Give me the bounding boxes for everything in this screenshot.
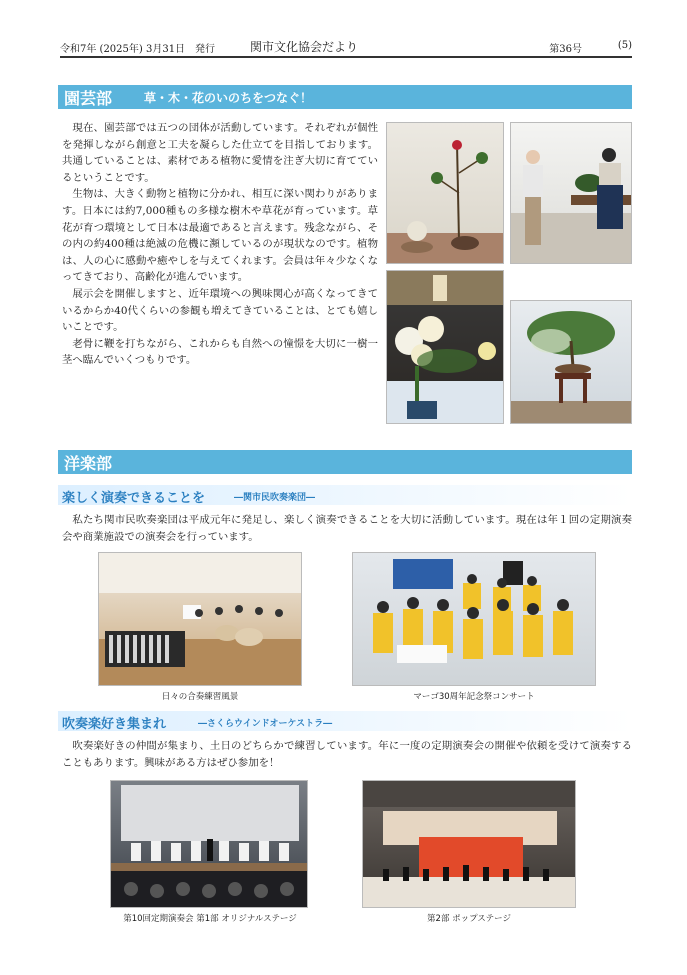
bonsai-tree-icon [511, 301, 632, 424]
yellow-band-icon [353, 553, 596, 686]
page-number: (5) [617, 40, 632, 51]
group2-body [62, 738, 632, 771]
pop-stage-photo [362, 780, 576, 908]
group1-heading: 楽しく演奏できることを [62, 491, 206, 506]
potted-plant-icon [387, 123, 504, 264]
engei-paragraph: 展示会を開催しますと、近年環境への興味関心が高くなってきているからか40代くらいの参観も増えてきていることは、とても嬉しいことです。 [62, 287, 378, 334]
page-header [60, 38, 632, 58]
engei-paragraph: 老骨に鞭を打ちながら、これからも自然への憧憬を大切に一樹一茎へ臨んでいくつもりです。 [62, 337, 378, 367]
yogaku-section-bar [58, 450, 632, 474]
caption-pop-stage: 第2部 ポップステージ [427, 914, 511, 924]
band-rehearsal-icon [99, 553, 302, 686]
group1-text: 私たち関市民吹奏楽団は平成元年に発足し、楽しく演奏できることを大切に活動しています。現在は年１回の定期演奏会や商業施設での演奏会を行っています。 [62, 514, 632, 543]
group1-name: ―関市民吹奏楽団― [234, 493, 316, 503]
original-stage-photo [110, 780, 308, 908]
group1-heading-bar [58, 485, 632, 505]
engei-paragraph: 現在、園芸部では五つの団体が活動しています。それぞれが個性を発揮しながら創意と工夫を凝らした仕立てを目指しております。共通していることは、素材である植物に愛情を注ぎ大切に育てているということです。 [62, 122, 378, 184]
caption-concert: マーゴ30周年記念祭コンサート [413, 692, 535, 702]
group2-text: 吹奏楽好きの仲間が集まり、土日のどちらかで練習しています。年に一度の定期演奏会の開催や依頼を受けて演奏することもあります。興味がある方はぜひ参加を！ [62, 740, 632, 769]
group1-body [62, 512, 632, 545]
caption-rehearsal: 日々の合奏練習風景 [161, 692, 239, 702]
bonsai-display-photo [386, 122, 504, 264]
publication-title: 関市文化協会だより [250, 40, 359, 54]
issue-date: 令和7年 (2025年) 3月31日 発行 [60, 44, 216, 55]
people-icon [511, 123, 632, 264]
group2-heading-bar [58, 711, 632, 731]
rehearsal-photo [98, 552, 302, 686]
caption-original-stage: 第10回定期演奏会 第1部 オリジナルステージ [123, 914, 297, 924]
chrysanthemum-photo [386, 270, 504, 424]
engei-body [62, 120, 378, 369]
engei-subtitle: 草・木・花のいのちをつなぐ！ [144, 91, 313, 105]
group2-name: ―さくらウインドオーケストラ― [198, 719, 333, 729]
group2-heading: 吹奏楽好き集まれ [62, 717, 167, 732]
yogaku-title: 洋楽部 [64, 454, 113, 473]
exhibition-visitors-photo [510, 122, 632, 264]
engei-title: 園芸部 [64, 89, 113, 108]
engei-section-bar [58, 85, 632, 109]
concert-stage-icon [111, 781, 308, 908]
chrysanthemum-icon [387, 271, 504, 424]
engei-paragraph: 生物は、大きく動物と植物に分かれ、相互に深い関わりがあります。日本には約7,000種もの多様な樹木や草花が育っています。草花が育つ環境として日本は最適であると言えます。残念ながら、その内の約400種は絶滅の危機に瀕しているのが現状なのです。植物は、人の心に感動や癒やしを与えてくれます。会員は年々少なくなってきており、高齢化が進んでいます。 [62, 188, 378, 284]
concert-photo [352, 552, 596, 686]
pop-stage-icon [363, 781, 576, 908]
large-bonsai-photo [510, 300, 632, 424]
issue-number: 第36号 [549, 44, 582, 55]
